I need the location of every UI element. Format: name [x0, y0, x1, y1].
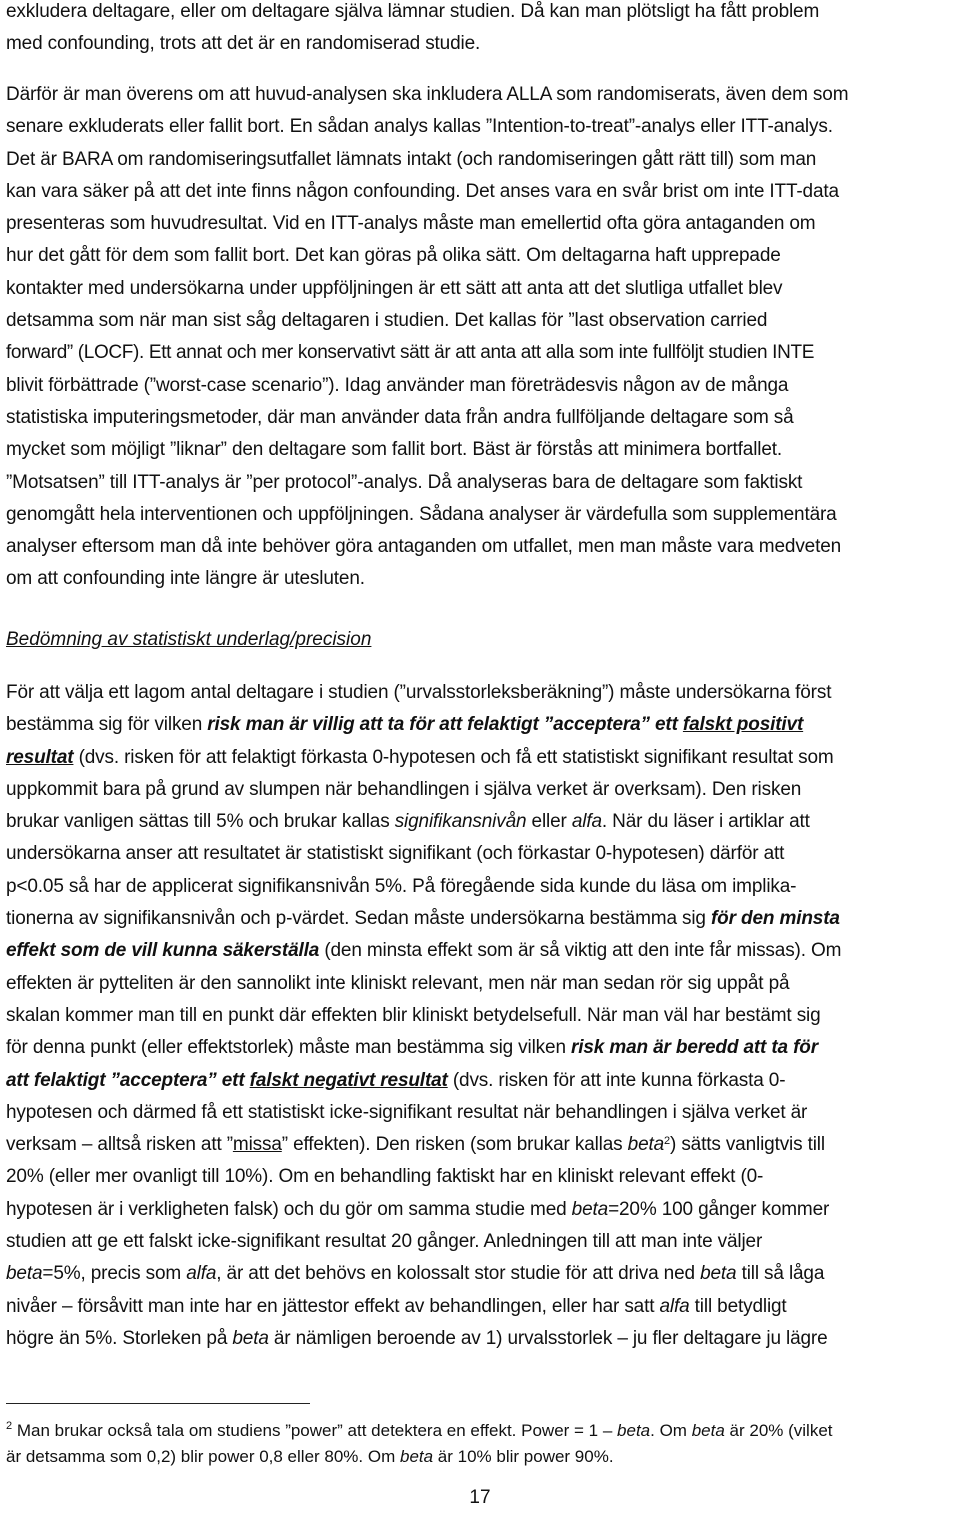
text-line: beta=5%, precis som alfa, är att det behövs en kolossalt stor studie för att driva ned beta till så låga: [6, 1263, 825, 1285]
footnote-line: är detsamma som 0,2) blir power 0,8 eller 80%. Om beta är 10% blir power 90%.: [6, 1447, 614, 1466]
emphasis-text: för den minsta: [710, 908, 840, 930]
text-line: om att confounding inte längre är utesluten.: [6, 568, 365, 590]
text-line: tionerna av signifikansnivån och p-värdet. Sedan måste undersökarna bestämma sig för den minsta: [6, 908, 840, 930]
italic-term: alfa: [659, 1295, 690, 1317]
text-line: mycket som möjligt ”liknar” den deltagare som fallit bort. Bäst är förstås att minimera bortfallet.: [6, 439, 783, 461]
paragraph-continuation: [6, 0, 956, 61]
text-line: hypotesen och därmed få ett statistiskt icke-signifikant resultat när behandlingen i själva verket är: [6, 1101, 808, 1123]
text-line: uppkommit bara på grund av slumpen när behandlingen i själva verket är overksam). Den risken: [6, 778, 802, 800]
text-line: Det är BARA om randomiseringsutfallet lämnats intakt (och randomiseringen gått rätt till) som man: [6, 148, 817, 170]
italic-term: beta: [627, 1134, 665, 1156]
italic-term: beta: [617, 1421, 651, 1440]
section-heading: Bedömning av statistiskt underlag/precision: [6, 629, 372, 650]
emphasis-text: att felaktigt ”acceptera” ett: [6, 1069, 250, 1091]
italic-term: signifikansnivån: [394, 811, 527, 833]
text-line: att felaktigt ”acceptera” ett falskt negativt resultat (dvs. risken för att inte kunna förkasta 0-: [6, 1069, 786, 1091]
italic-term: alfa: [571, 811, 602, 833]
text-line: effekten är pytteliten är den sannolikt inte kliniskt relevant, men när man sedan rör sig uppåt på: [6, 972, 790, 994]
text-line: kontakter med undersökarna under uppföljningen är ett sätt att anta att det slutliga utfallet blev: [6, 277, 783, 299]
text-line: exkludera deltagare, eller om deltagare själva lämnar studien. Då kan man plötsligt ha fått problem: [6, 1, 820, 22]
footnote-reference[interactable]: 2: [664, 1135, 671, 1148]
text-line: högre än 5%. Storleken på beta är nämligen beroende av 1) urvalsstorlek – ju fler deltagare ju lägre: [6, 1327, 828, 1349]
text-line: senare exkluderats eller fallit bort. En sådan analys kallas ”Intention-to-treat”-analys eller ITT-analys.: [6, 116, 833, 138]
text-line: ”Motsatsen” till ITT-analys är ”per protocol”-analys. Då analyseras bara de deltagare som faktiskt: [6, 471, 803, 493]
text-line: Därför är man överens om att huvud-analysen ska inkludera ALLA som randomiserats, även dem som: [6, 84, 849, 105]
emphasis-text: risk man är beredd att ta för: [571, 1037, 818, 1059]
paragraph-itt-analysis: [6, 79, 956, 596]
text-line: statistiska imputeringsmetoder, där man använder data från andra fullföljande deltagare som så: [6, 406, 794, 428]
page-number: 17: [469, 1487, 491, 1508]
italic-term: beta: [691, 1421, 725, 1440]
italic-term: beta: [232, 1327, 269, 1349]
emphasis-text: risk man är villig att ta för att felaktigt ”acceptera” ett: [207, 714, 683, 736]
italic-term: beta: [6, 1263, 43, 1285]
text-line: studien att ge ett falskt icke-signifikant resultat 20 gånger. Anledningen till att man inte väljer: [6, 1231, 763, 1253]
text-line: undersökarna anser att resultatet är statistiskt signifikant (och förkastar 0-hypotesen) därför att: [6, 843, 785, 865]
underlined-word: missa: [232, 1134, 282, 1156]
italic-term: beta: [700, 1263, 737, 1285]
text-line: forward” (LOCF). Ett annat och mer konservativt sätt är att anta att alla som inte fullföljt studien INTE: [6, 342, 815, 364]
emphasis-underlined-text: resultat: [6, 746, 74, 768]
text-line: effekt som de vill kunna säkerställa (den minsta effekt som är så viktig att den inte får missas). Om: [6, 940, 842, 962]
text-line: För att välja ett lagom antal deltagare i studien (”urvalsstorleksberäkning”) måste undersökarna först: [6, 682, 832, 703]
emphasis-text: effekt som de vill kunna säkerställa: [6, 940, 320, 962]
text-line: hur det gått för dem som fallit bort. Det kan göras på olika sätt. Om deltagarna haft upprepade: [6, 245, 781, 267]
text-line: för denna punkt (eller effektstorlek) måste man bestämma sig vilken risk man är beredd att ta för: [6, 1037, 818, 1059]
footnote-separator: [6, 1403, 310, 1404]
footnote: [6, 1418, 956, 1470]
paragraph-statistical-precision: [6, 677, 956, 1355]
emphasis-underlined-text: falskt negativt resultat: [249, 1069, 448, 1091]
footnote-line: $^2$ Man brukar också tala om studiens ”power” att detektera en effekt. Power = 1 – beta. Om beta är 20% (vilket: [6, 1420, 833, 1440]
italic-term: alfa: [186, 1263, 217, 1285]
text-line: bestämma sig för vilken risk man är villig att ta för att felaktigt ”acceptera” ett falskt positivt: [6, 714, 804, 736]
text-line: analyser eftersom man då inte behöver göra antaganden om utfallet, men man måste vara medveten: [6, 536, 842, 558]
text-line: skalan kommer man till en punkt där effekten blir kliniskt betydelsefull. När man väl har bestämt sig: [6, 1004, 821, 1026]
emphasis-underlined-text: falskt positivt: [682, 714, 804, 736]
text-line: resultat (dvs. risken för att felaktigt förkasta 0-hypotesen och få ett statistiskt signifikant resultat som: [6, 746, 834, 768]
text-line: hypotesen är i verkligheten falsk) och du gör om samma studie med beta=20% 100 gånger kommer: [6, 1198, 830, 1220]
footnote-marker: 2: [6, 1420, 13, 1432]
text-line: nivåer – försåvitt man inte har en jättestor effekt av behandlingen, eller har satt alfa till betydligt: [6, 1295, 787, 1317]
text-line: med confounding, trots att det är en randomiserad studie.: [6, 33, 481, 55]
text-line: verksam – alltså risken att ”missa” effekten). Den risken (som brukar kallas beta$^2$) sätts vanligtvis till: [6, 1134, 825, 1156]
text-line: detsamma som när man sist såg deltagaren i studien. Det kallas för ”last observation carried: [6, 310, 768, 332]
text-line: p<0.05 så har de applicerat signifikansnivån 5%. På föregående sida kunde du läsa om implika-: [6, 875, 797, 897]
text-line: kan vara säker på att det inte finns någon confounding. Det anses vara en svår brist om inte ITT-data: [6, 180, 839, 202]
text-line: genomgått hela interventionen och uppföljningen. Sådana analyser är värdefulla som supplementära: [6, 503, 837, 525]
italic-term: beta: [571, 1198, 609, 1220]
text-line: 20% (eller mer ovanligt till 10%). Om en behandling faktiskt har en kliniskt relevant effekt (0-: [6, 1166, 764, 1188]
text-line: presenteras som huvudresultat. Vid en ITT-analys måste man emellertid ofta göra antaganden om: [6, 213, 816, 235]
italic-term: beta: [399, 1447, 434, 1466]
text-line: blivit förbättrade (”worst-case scenario”). Idag använder man företrädesvis någon av de många: [6, 374, 789, 396]
text-line: brukar vanligen sättas till 5% och brukar kallas signifikansnivån eller alfa. När du läser i artiklar att: [6, 811, 810, 833]
